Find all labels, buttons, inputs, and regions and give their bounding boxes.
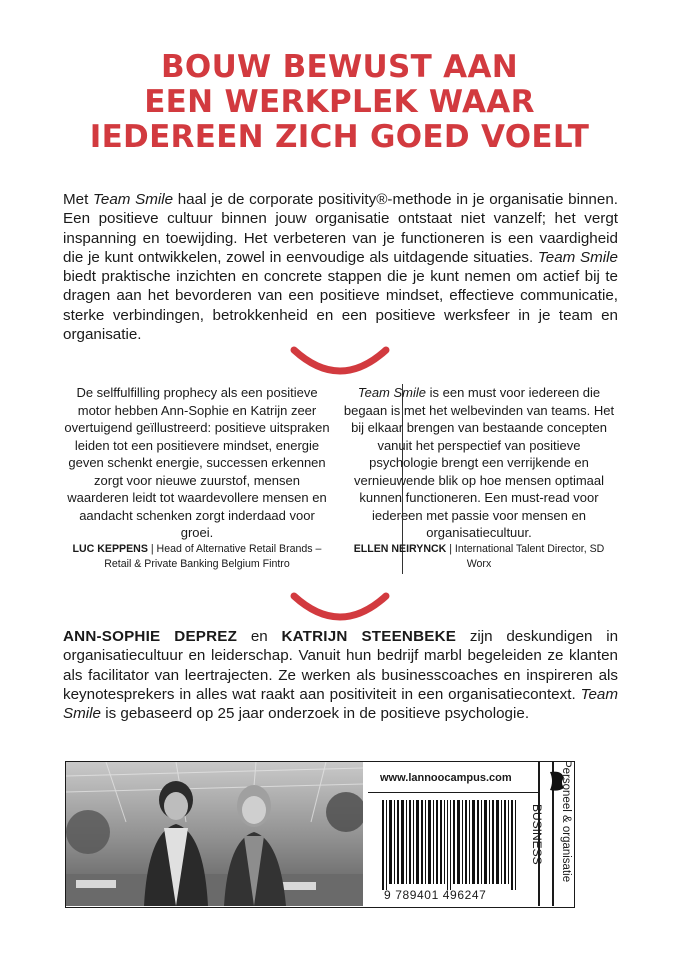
headline-line-1: BOUW BEWUST AAN xyxy=(160,49,518,85)
subject-label: Personeel & organisatie xyxy=(560,760,572,883)
authors-text-1: zijn deskundigen in organisatiecultuur en leiderschap. Vanuit hun bedrijf marbl begeleiden ze klanten als facilitator van leertrajecten. Ze werken als businesscoaches en inspireren als keynotesprekers in alles wat raakt aan positiviteit in een organisatiecontext. xyxy=(63,628,619,703)
testimonial-right-name: ELLEN NEIRYNCK xyxy=(353,542,447,555)
authors-book-title: Team Smile xyxy=(63,685,618,723)
back-cover-footer xyxy=(65,761,575,908)
testimonial-right xyxy=(343,384,615,572)
testimonial-right-attribution xyxy=(343,542,615,572)
isbn-number: 9 789401 496247 xyxy=(384,888,487,902)
intro-text-3: biedt praktische inzichten en concrete stappen die je kunt nemen om actief bij te dragen aan het bevorderen van een positieve mindset, effectieve communicatie, sterke verbindingen, betrokkenheid en een positieve werksfeer in je team en organisatie. xyxy=(63,268,618,344)
cover-headline xyxy=(0,50,679,155)
testimonial-left xyxy=(63,384,331,572)
authors-paragraph xyxy=(63,627,618,723)
intro-book-title-2: Team Smile xyxy=(537,248,618,266)
intro-text-1: Met xyxy=(63,191,93,208)
testimonial-right-book-title: Team Smile xyxy=(357,385,426,400)
testimonial-left-role: | Head of Alternative Retail Brands – Retail & Private Banking Belgium Fintro xyxy=(104,542,322,570)
author-name-1: ANN-SOPHIE DEPREZ xyxy=(63,628,238,645)
author-photo xyxy=(66,762,363,906)
authors-and: en xyxy=(237,628,282,645)
authors-text-2: is gebaseerd op 25 jaar onderzoek in de positieve psychologie. xyxy=(100,705,530,723)
testimonial-right-role: | International Talent Director, SD Worx xyxy=(446,542,605,570)
intro-text-2: haal je de corporate positivity®-methode in je organisatie binnen. Een positieve cultuur binnen jouw organisatie ontstaat niet vanzelf; het vergt inspanning en toewijding. Het verbeteren van je functioneren is een vaardigheid die je kunt ontwikkelen, zowel in eenvoudige als uitdagende situaties. xyxy=(63,191,618,266)
smile-divider-icon-2 xyxy=(288,592,392,622)
publisher-url: www.lannoocampus.com xyxy=(380,772,512,784)
testimonial-left-name: LUC KEPPENS xyxy=(72,542,148,555)
testimonial-left-text: De selffulfilling prophecy als een positieve motor hebben Ann-Sophie en Katrijn zeer overtuigend geïllustreerd: positieve uitspraken leiden tot een positievere mindset, energie geven schenkt energie, successen erkennen zorgt voor nieuwe zuurstof, mensen waarderen leidt tot waardevollere mensen en aandacht schenken zorgt inderdaad voor groei. xyxy=(64,385,330,540)
author-name-2: KATRIJN STEENBEKE xyxy=(281,628,457,645)
testimonial-right-text: is een must voor iedereen die begaan is met het welbevinden van teams. Het bij elkaar brengen van bestaande concepten vanuit het perspectief van positieve psychologie brengt een verrijkende en vernieuwende blik op hoe mensen optimaal kunnen functioneren. Een must-read voor iedereen met passie voor mensen en organisatiecultuur. xyxy=(343,385,615,540)
testimonials xyxy=(63,384,618,584)
intro-paragraph xyxy=(63,190,618,344)
headline-line-2: EEN WERKPLEK WAAR xyxy=(144,84,535,120)
testimonial-left-attribution xyxy=(63,542,331,572)
smile-divider-icon xyxy=(288,346,392,376)
intro-book-title-1: Team Smile xyxy=(92,191,174,208)
headline-line-3: IEDEREEN ZICH GOED VOELT xyxy=(89,119,590,155)
category-label: BUSINESS xyxy=(530,804,544,865)
